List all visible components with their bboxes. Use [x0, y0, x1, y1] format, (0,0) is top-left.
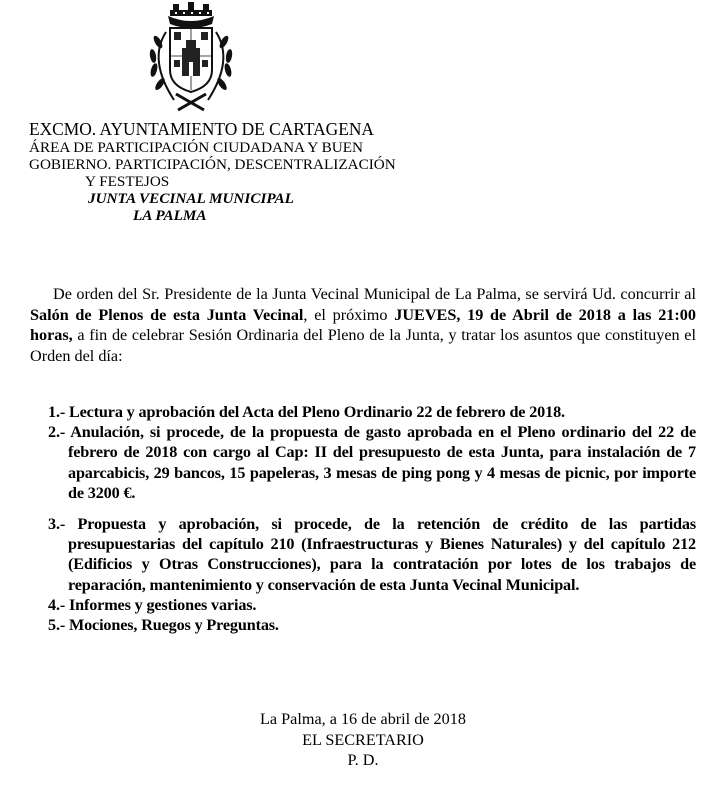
letterhead	[29, 120, 399, 224]
institution-name: EXCMO. AYUNTAMIENTO DE CARTAGENA	[29, 119, 374, 139]
locality-name: LA PALMA	[133, 207, 207, 224]
city-coat-of-arms-icon	[140, 0, 242, 112]
board-name: JUNTA VECINAL MUNICIPAL	[88, 190, 294, 207]
agenda-item: 1.- Lectura y aprobación del Acta del Pleno Ordinario 22 de febrero de 2018.	[48, 403, 565, 421]
delegation-mark: P. D.	[347, 751, 379, 769]
convocation-paragraph	[30, 284, 696, 366]
meeting-datetime: JUEVES, 19 de Abril de 2018 a las 21:00 horas,	[30, 305, 696, 344]
intro-text-3: a fin de celebrar Sesión Ordinaria del Pleno de la Junta, y tratar los asuntos que constituyen el Orden del día:	[30, 326, 696, 365]
closing-block	[0, 709, 723, 771]
place-and-date: La Palma, a 16 de abril de 2018	[260, 710, 466, 728]
area-line-3: Y FESTEJOS	[85, 173, 170, 190]
area-line-1: ÁREA DE PARTICIPACIÓN CIUDADANA Y BUEN	[29, 139, 363, 156]
agenda-item: 5.- Mociones, Ruegos y Preguntas.	[48, 616, 279, 635]
intro-text-1: De orden del Sr. Presidente de la Junta Vecinal Municipal de La Palma, se servirá Ud. concurrir al	[53, 285, 696, 303]
signatory-title: EL SECRETARIO	[302, 730, 424, 749]
agenda-item: 4.- Informes y gestiones varias.	[48, 595, 257, 614]
area-line-2: GOBIERNO. PARTICIPACIÓN, DESCENTRALIZACIÓN	[29, 156, 396, 173]
agenda-list	[48, 402, 696, 635]
meeting-venue: Salón de Plenos de esta Junta Vecinal	[30, 305, 304, 324]
agenda-item: 2.- Anulación, si procede, de la propuesta de gasto aprobada en el Pleno ordinario del 22 de febrero de 2018 con cargo al Cap: II del presupuesto de esta Junta, para instalación de 7 aparcabicis, 29 bancos, 15 papeleras, 3 mesas de ping pong y 4 mesas de picnic, por importe de 3200 €.	[48, 423, 696, 502]
intro-text-2: , el próximo	[303, 305, 395, 324]
agenda-item: 3.- Propuesta y aprobación, si procede, de la retención de crédito de las partidas presupuestarias del capítulo 210 (Infraestructuras y Bienes Naturales) y del capítulo 212 (Edificios y Otras Construcciones), para la contratación por lotes de los trabajos de reparación, mantenimiento y conservación de esta Junta Vecinal Municipal.	[48, 515, 696, 594]
